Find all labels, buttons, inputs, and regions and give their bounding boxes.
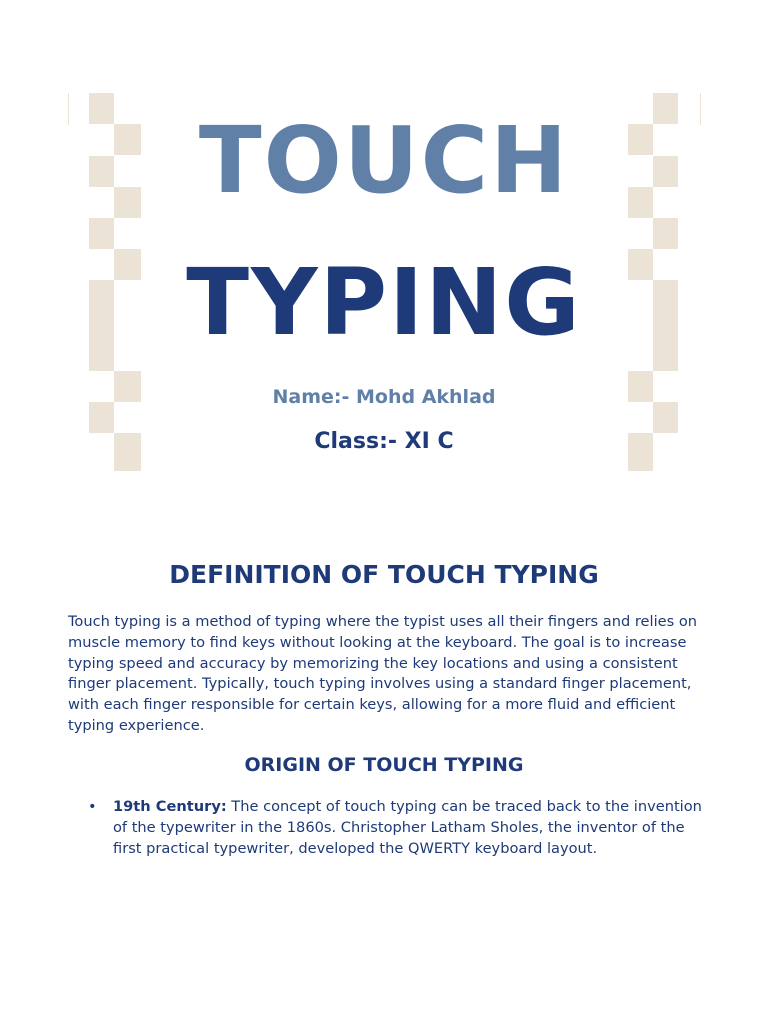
cover-title-line-2: TYPING: [186, 249, 582, 356]
list-item-term: 19th Century:: [113, 798, 227, 815]
origin-heading: ORIGIN OF TOUCH TYPING: [244, 754, 524, 776]
cover-title-line-1: TOUCH: [198, 107, 570, 214]
definition-heading: DEFINITION OF TOUCH TYPING: [169, 560, 599, 589]
origin-list: [68, 797, 704, 859]
list-item-text: The concept of touch typing can be traced back to the invention of the typewriter in the 1860s. Christopher Latham Sholes, the inventor of the first practical typewriter, developed the QWERTY keyboard layout.: [113, 798, 702, 857]
definition-paragraph: Touch typing is a method of typing where the typist uses all their fingers and relies on muscle memory to find keys without looking at the keyboard. The goal is to increase typing speed and accuracy by memorizing the key locations and using a consistent finger placement. Typically, touch typing involves using a standard finger placement, with each finger responsible for certain keys, allowing for a more fluid and efficient typing experience.: [68, 613, 698, 734]
list-item: [68, 797, 704, 859]
bullet-icon: •: [88, 798, 97, 815]
student-class: Class:- XI C: [314, 429, 454, 454]
student-name: Name:- Mohd Akhlad: [272, 386, 496, 408]
